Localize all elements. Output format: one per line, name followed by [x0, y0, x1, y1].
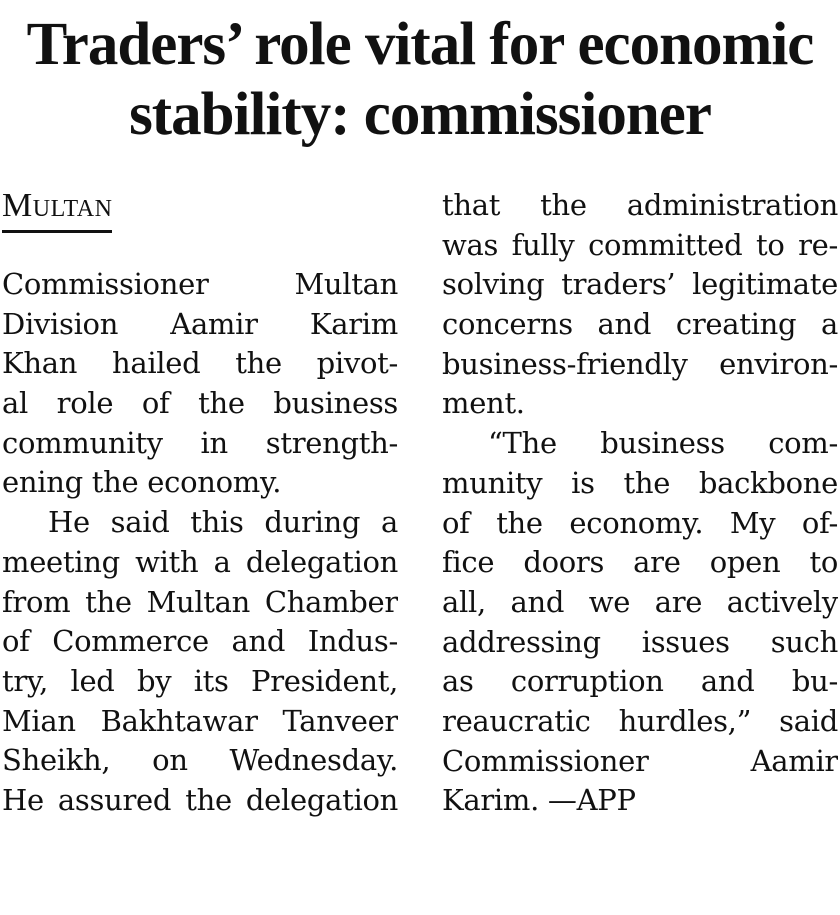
body-text-line: business-friendly environ- [442, 346, 838, 381]
body-text-line: munity is the backbone [442, 465, 838, 500]
headline [0, 10, 840, 150]
body-text-line: all, and we are actively [442, 584, 838, 619]
body-text-line: of the economy. My of- [442, 505, 838, 540]
body-text-line: was fully committed to re- [442, 227, 838, 262]
body-text-line: ment. [442, 386, 525, 421]
dateline: Multan [2, 186, 112, 233]
body-text-line: He said this during a [48, 505, 398, 540]
body-text-line: concerns and creating a [442, 307, 838, 342]
body-text-line: community in strength- [2, 425, 398, 460]
body-text-line: reaucratic hurdles,” said [442, 703, 838, 738]
body-text-line: al role of the business [2, 386, 398, 421]
body-text-line: ening the economy. [2, 465, 282, 500]
body-text-line: “The business com- [488, 426, 838, 461]
headline-line-2: stability: commissioner [129, 81, 711, 148]
body-text-line: as corruption and bu- [442, 664, 838, 699]
body-text-line: solving traders’ legitimate [442, 267, 838, 302]
body-text-line: of Commerce and Indus- [2, 624, 398, 659]
article-body-right-column [442, 186, 838, 821]
body-text-line: Commissioner Aamir [442, 743, 838, 778]
body-text-line: try, led by its President, [2, 663, 398, 698]
article-body-left-column [2, 265, 398, 821]
body-text-line: Division Aamir Karim [2, 306, 398, 341]
headline-line-1: Traders’ role vital for economic [26, 11, 814, 78]
body-text-line: from the Multan Chamber [2, 584, 398, 619]
body-text-line: Mian Bakhtawar Tanveer [2, 703, 398, 738]
body-text-line: He assured the delegation [2, 782, 398, 817]
body-text-line: addressing issues such [442, 624, 838, 659]
body-text-line: Sheikh, on Wednesday. [2, 743, 398, 778]
body-text-line: Karim. —APP [442, 783, 636, 818]
body-text-line: that the administration [442, 188, 838, 222]
body-text-line: meeting with a delegation [2, 544, 398, 579]
body-text-line: Commissioner Multan [2, 267, 398, 301]
body-text-line: Khan hailed the pivot- [2, 346, 398, 381]
body-text-line: fice doors are open to [442, 545, 838, 580]
